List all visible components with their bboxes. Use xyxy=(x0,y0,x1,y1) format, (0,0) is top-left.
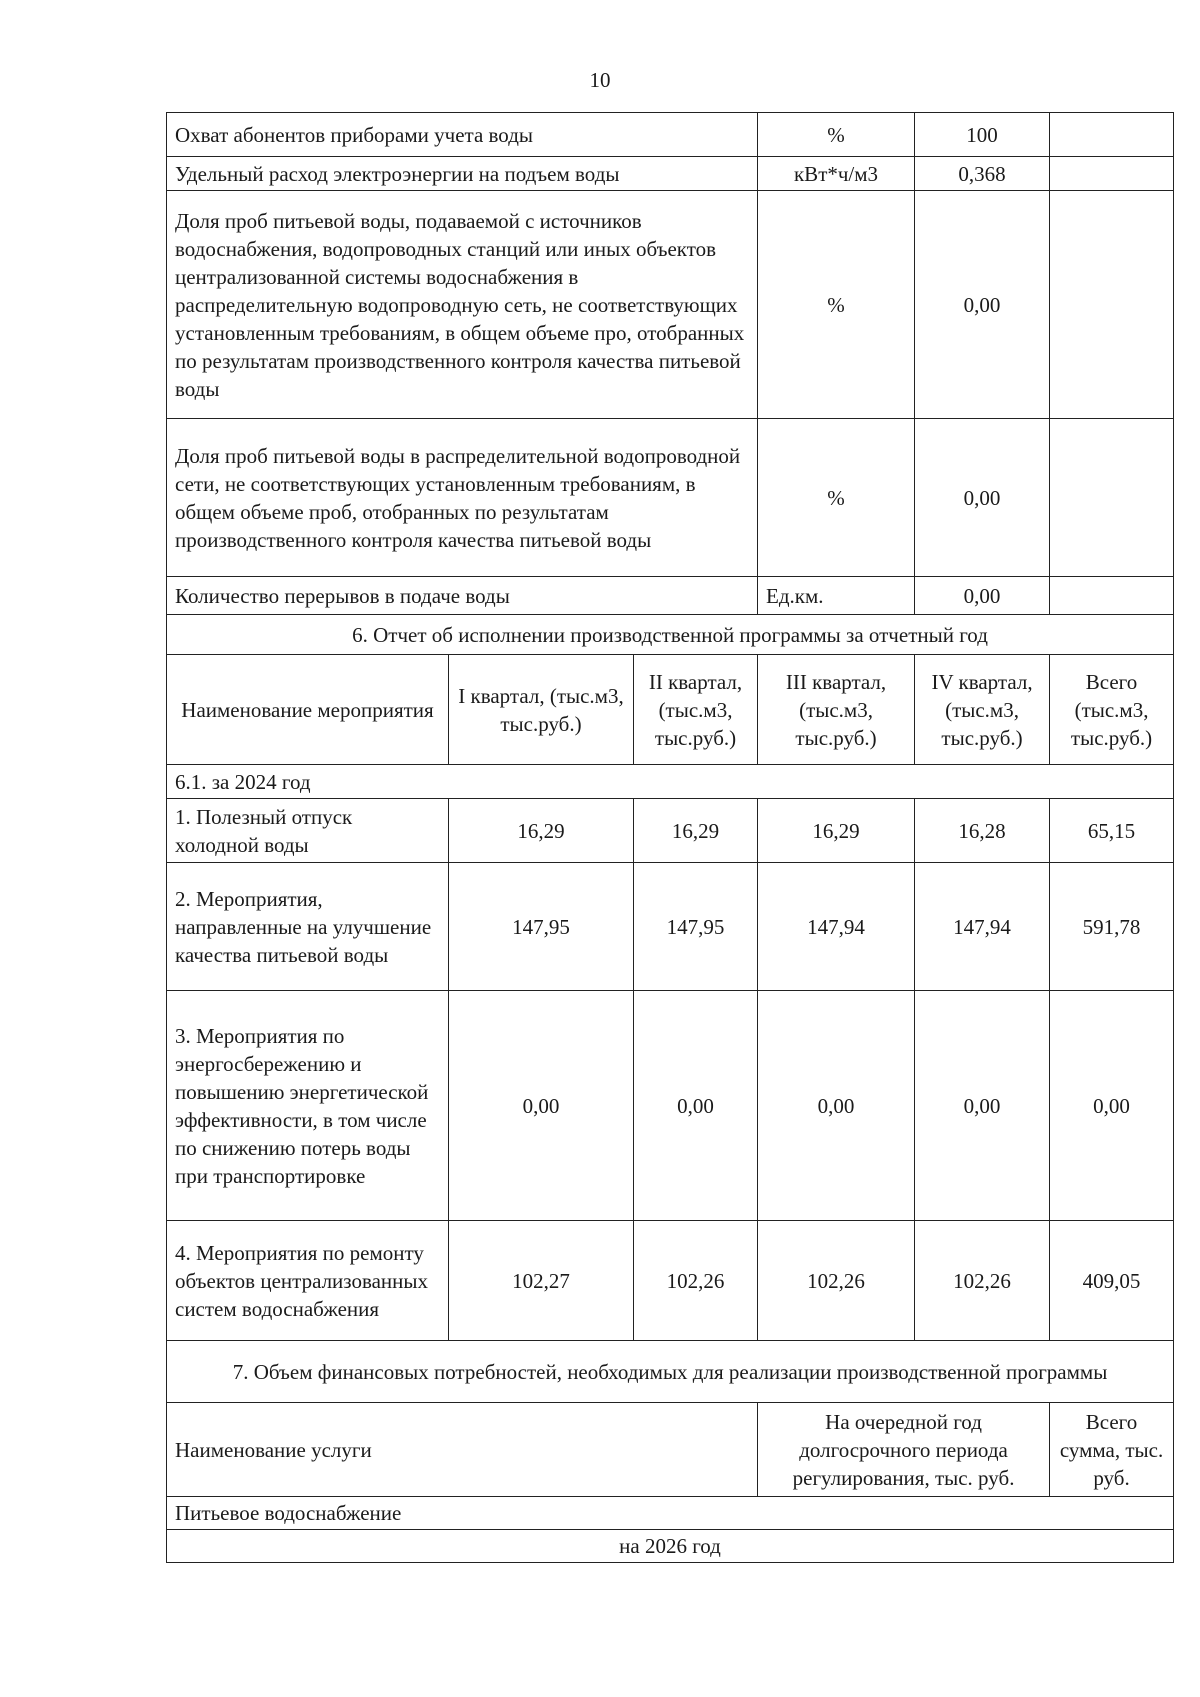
activity-name: 1. Полезный отпуск холодной воды xyxy=(167,799,449,863)
indicator-name: Удельный расход электроэнергии на подъем воды xyxy=(167,157,758,191)
activity-name: 4. Мероприятия по ремонту объектов централизованных систем водоснабжения xyxy=(167,1221,449,1341)
activity-name: 2. Мероприятия, направленные на улучшение качества питьевой воды xyxy=(167,863,449,991)
indicator-empty-cell xyxy=(1050,577,1174,615)
table-row xyxy=(167,991,1174,1221)
q1-value: 0,00 xyxy=(449,991,634,1221)
indicator-row xyxy=(167,577,1174,615)
header-total-sum: Всего сумма, тыс. руб. xyxy=(1050,1403,1174,1497)
indicator-unit: Ед.км. xyxy=(758,577,915,615)
indicator-unit: % xyxy=(758,419,915,577)
indicator-row xyxy=(167,113,1174,157)
q1-value: 102,27 xyxy=(449,1221,634,1341)
header-activity-name: Наименование мероприятия xyxy=(167,655,449,765)
indicator-value: 0,00 xyxy=(915,191,1050,419)
q4-value: 147,94 xyxy=(915,863,1050,991)
q1-value: 16,29 xyxy=(449,799,634,863)
indicator-value: 0,00 xyxy=(915,577,1050,615)
activity-name: 3. Мероприятия по энергосбережению и повышению энергетической эффективности, в том числе по снижению потерь воды при транспортировке xyxy=(167,991,449,1221)
section6-title: 6. Отчет об исполнении производственной программы за отчетный год xyxy=(167,615,1174,655)
header-q4: IV квартал, (тыс.м3, тыс.руб.) xyxy=(915,655,1050,765)
section6-title-row xyxy=(167,615,1174,655)
indicator-name: Количество перерывов в подаче воды xyxy=(167,577,758,615)
header-q2: II квартал, (тыс.м3, тыс.руб.) xyxy=(634,655,758,765)
total-value: 409,05 xyxy=(1050,1221,1174,1341)
q4-value: 0,00 xyxy=(915,991,1050,1221)
total-value: 0,00 xyxy=(1050,991,1174,1221)
indicator-empty-cell xyxy=(1050,113,1174,157)
q4-value: 102,26 xyxy=(915,1221,1050,1341)
q1-value: 147,95 xyxy=(449,863,634,991)
year-label-2026: на 2026 год xyxy=(167,1530,1174,1563)
indicator-row xyxy=(167,191,1174,419)
indicator-unit: % xyxy=(758,113,915,157)
year-row xyxy=(167,1530,1174,1563)
section7-header-row xyxy=(167,1403,1174,1497)
header-next-year: На очередной год долгосрочного периода регулирования, тыс. руб. xyxy=(758,1403,1050,1497)
indicator-empty-cell xyxy=(1050,191,1174,419)
indicator-empty-cell xyxy=(1050,419,1174,577)
indicator-unit: кВт*ч/м3 xyxy=(758,157,915,191)
indicator-empty-cell xyxy=(1050,157,1174,191)
table-row xyxy=(167,1221,1174,1341)
year-row xyxy=(167,765,1174,799)
indicator-row xyxy=(167,157,1174,191)
header-total: Всего (тыс.м3, тыс.руб.) xyxy=(1050,655,1174,765)
q3-value: 16,29 xyxy=(758,799,915,863)
service-name: Питьевое водоснабжение xyxy=(167,1497,1174,1530)
section7-title: 7. Объем финансовых потребностей, необходимых для реализации производственной программы xyxy=(167,1341,1174,1403)
indicator-name: Охват абонентов приборами учета воды xyxy=(167,113,758,157)
indicator-name: Доля проб питьевой воды, подаваемой с источников водоснабжения, водопроводных станций или иных объектов централизованной системы водоснабжения в распределительную водопроводную сеть, не соответствующих установленным требованиям, в общем объеме про, отобранных по результатам производственного контроля качества питьевой воды xyxy=(167,191,758,419)
indicator-value: 0,00 xyxy=(915,419,1050,577)
year-label: 6.1. за 2024 год xyxy=(167,765,1174,799)
indicator-value: 0,368 xyxy=(915,157,1050,191)
total-value: 65,15 xyxy=(1050,799,1174,863)
indicator-name: Доля проб питьевой воды в распределительной водопроводной сети, не соответствующих установленным требованиям, в общем объеме проб, отобранных по результатам производственного контроля качества питьевой воды xyxy=(167,419,758,577)
section6-header-row xyxy=(167,655,1174,765)
indicator-unit: % xyxy=(758,191,915,419)
total-value: 591,78 xyxy=(1050,863,1174,991)
table-row xyxy=(167,799,1174,863)
indicator-value: 100 xyxy=(915,113,1050,157)
document-table xyxy=(166,112,1174,1563)
section7-title-row xyxy=(167,1341,1174,1403)
q2-value: 16,29 xyxy=(634,799,758,863)
q2-value: 102,26 xyxy=(634,1221,758,1341)
header-q3: III квартал, (тыс.м3, тыс.руб.) xyxy=(758,655,915,765)
service-row xyxy=(167,1497,1174,1530)
q4-value: 16,28 xyxy=(915,799,1050,863)
header-service-name: Наименование услуги xyxy=(167,1403,758,1497)
q3-value: 102,26 xyxy=(758,1221,915,1341)
indicator-row xyxy=(167,419,1174,577)
page-number: 10 xyxy=(589,68,611,92)
q2-value: 147,95 xyxy=(634,863,758,991)
q3-value: 147,94 xyxy=(758,863,915,991)
q2-value: 0,00 xyxy=(634,991,758,1221)
q3-value: 0,00 xyxy=(758,991,915,1221)
header-q1: I квартал, (тыс.м3, тыс.руб.) xyxy=(449,655,634,765)
table-row xyxy=(167,863,1174,991)
